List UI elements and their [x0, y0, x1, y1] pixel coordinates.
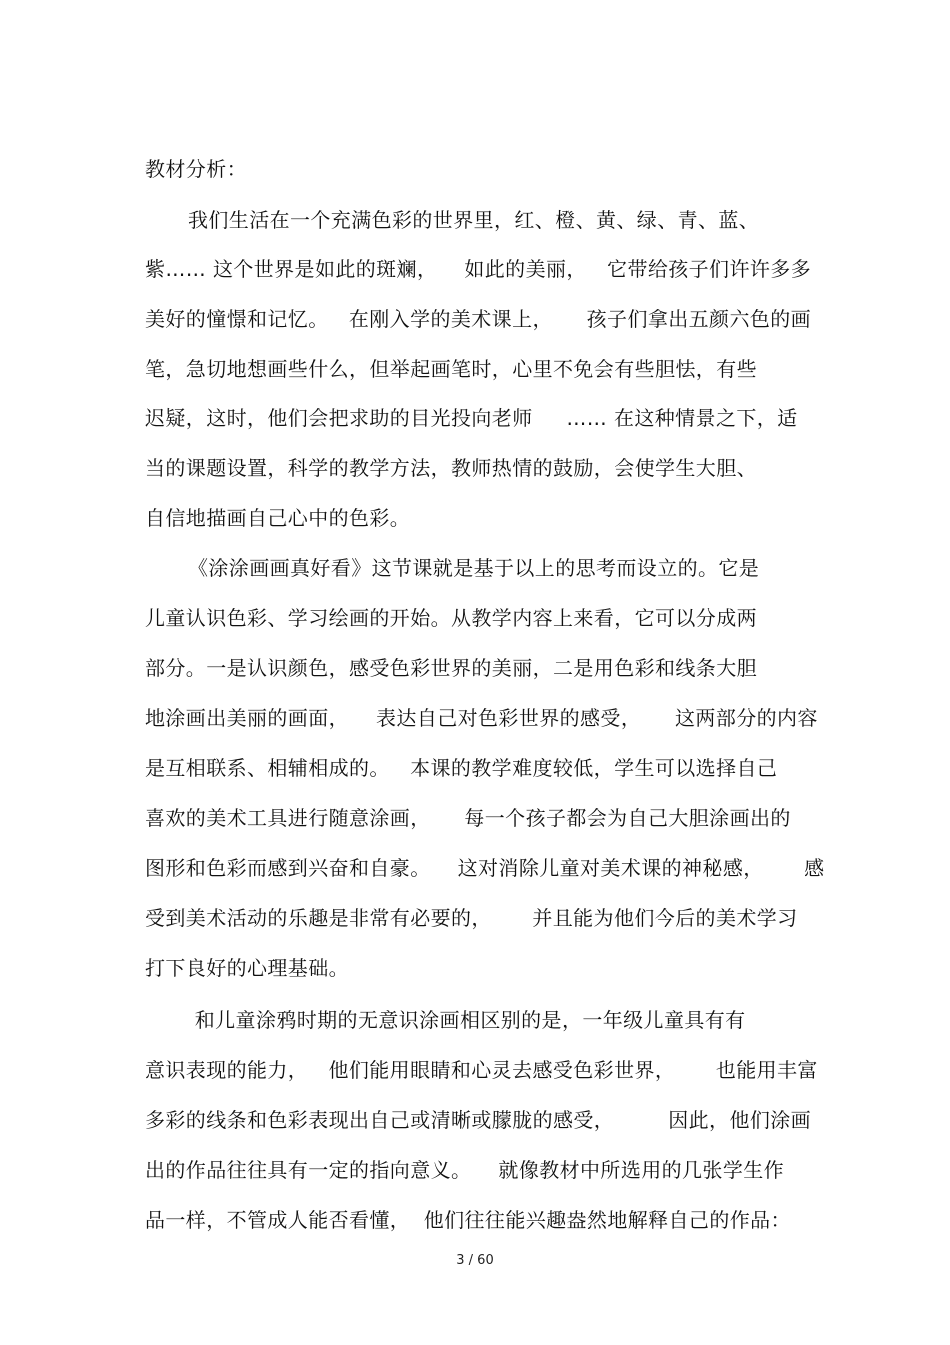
paragraph-3-line: 和儿童涂鸦时期的无意识涂画相区别的是，一年级儿童具有有 — [188, 1008, 746, 1032]
paragraph-2-line: 部分。一是认识颜色，感受色彩世界的美丽，二是用色彩和线条大胆 — [145, 656, 757, 680]
paragraph-2-line: 打下良好的心理基础。 — [145, 956, 349, 980]
paragraph-2-line: 是互相联系、相辅相成的。 本课的教学难度较低，学生可以选择自己 — [145, 756, 778, 780]
paragraph-1-line: 迟疑，这时，他们会把求助的目光投向老师 …… 在这种情景之下，适 — [145, 406, 798, 430]
paragraph-1-line: 自信地描画自己心中的色彩。 — [145, 506, 411, 530]
paragraph-3-line: 品一样，不管成人能否看懂， 他们往往能兴趣盎然地解释自己的作品： — [145, 1208, 791, 1232]
paragraph-2-line: 儿童认识色彩、学习绘画的开始。从教学内容上来看，它可以分成两 — [145, 606, 757, 630]
paragraph-1-line: 紫…… 这个世界是如此的斑斓， 如此的美丽， 它带给孩子们许许多多 — [145, 257, 812, 281]
paragraph-3-line: 出的作品往往具有一定的指向意义。 就像教材中所选用的几张学生作 — [145, 1158, 785, 1182]
section-heading: 教材分析： — [145, 157, 247, 181]
paragraph-2-line: 《涂涂画画真好看》这节课就是基于以上的思考而设立的。它是 — [188, 556, 760, 580]
paragraph-2-line: 地涂画出美丽的画面， 表达自己对色彩世界的感受， 这两部分的内容 — [145, 706, 818, 730]
paragraph-1-line: 当的课题设置，科学的教学方法，教师热情的鼓励，会使学生大胆、 — [145, 456, 757, 480]
paragraph-3-line: 意识表现的能力， 他们能用眼睛和心灵去感受色彩世界， 也能用丰富 — [145, 1058, 818, 1082]
paragraph-3-line: 多彩的线条和色彩表现出自己或清晰或朦胧的感受， 因此，他们涂画 — [145, 1108, 812, 1132]
paragraph-1-line: 我们生活在一个充满色彩的世界里，红、橙、黄、绿、青、蓝、 — [188, 208, 760, 232]
paragraph-2-line: 受到美术活动的乐趣是非常有必要的， 并且能为他们今后的美术学习 — [145, 906, 798, 930]
page-number: 3 / 60 — [456, 1253, 494, 1268]
paragraph-1-line: 美好的憧憬和记忆。 在刚入学的美术课上， 孩子们拿出五颜六色的画 — [145, 307, 812, 331]
paragraph-2-line: 图形和色彩而感到兴奋和自豪。 这对消除儿童对美术课的神秘感， 感 — [145, 856, 825, 880]
paragraph-1-line: 笔，急切地想画些什么，但举起画笔时，心里不免会有些胆怯，有些 — [145, 357, 757, 381]
paragraph-2-line: 喜欢的美术工具进行随意涂画， 每一个孩子都会为自己大胆涂画出的 — [145, 806, 791, 830]
